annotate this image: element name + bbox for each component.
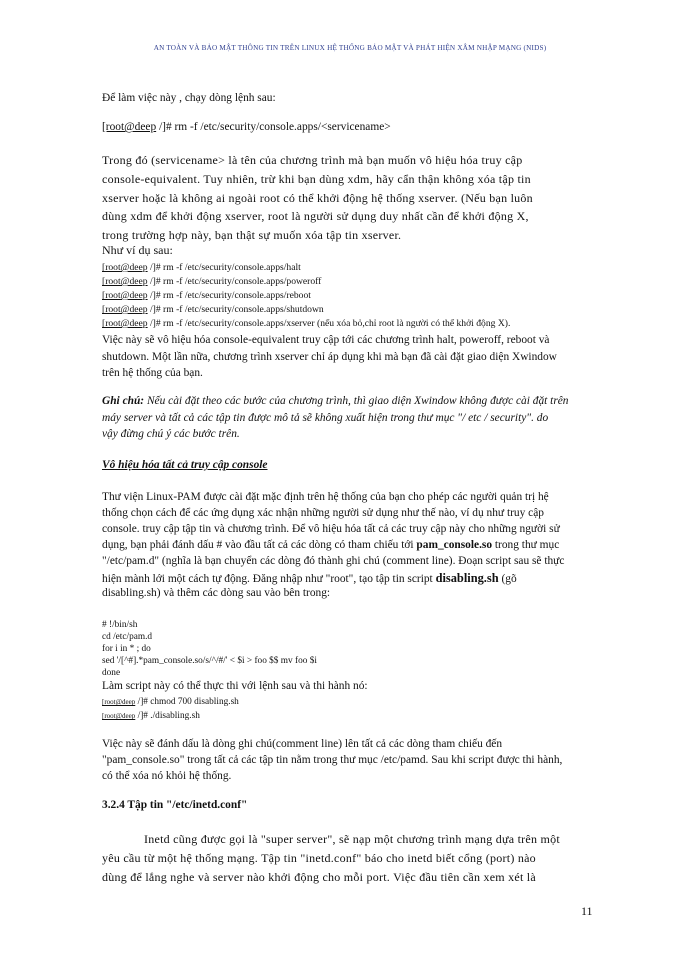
command-line — [102, 121, 391, 133]
text-span: dụng, bạn phải đánh dấu # vào đầu tất cả các dòng có tham chiếu tới — [102, 539, 417, 551]
command-text: /]# chmod 700 disabling.sh — [135, 697, 239, 707]
text-line: console-equivalent. Tuy nhiên, trừ khi bạn dùng xdm, hãy cẩn thận không xóa tập tin — [102, 172, 531, 186]
command-prompt: [root@deep — [102, 698, 136, 706]
text-line: yêu cầu từ một hệ thống mạng. Tập tin "inetd.conf" báo cho inetd biết cổng (port) nào — [102, 851, 536, 865]
text-line: Việc này sẽ đánh dấu là dòng ghi chú(comment line) lên tất cả các dòng tham chiếu đến — [102, 738, 503, 750]
command-line — [102, 697, 239, 707]
note-label: Ghi chú: — [102, 395, 145, 407]
code-line: cd /etc/pam.d — [102, 632, 153, 642]
command-text: /]# ./disabling.sh — [135, 711, 200, 721]
command-line — [102, 711, 200, 721]
note-text: Nếu cài đặt theo các bước của chương trình, thì giao diện Xwindow không được cài đặt trên — [144, 395, 569, 407]
text-line: xserver hoặc là không ai ngoài root có thể khởi động hệ thống xserver. (Nếu bạn luôn — [102, 191, 533, 205]
text-line: trên hệ thống của bạn. — [102, 367, 203, 379]
command-prompt: [root@deep — [102, 121, 157, 133]
command-prompt: [root@deep — [102, 304, 148, 315]
code-line: sed '/[^#].*pam_console.so/s/^/#/' < $i > foo $$ mv foo $i — [102, 656, 317, 666]
command-text: /]# rm -f /etc/security/console.apps/reboot — [147, 290, 311, 301]
text-span: (gõ — [498, 573, 517, 585]
pam-console-term: pam_console.so — [416, 539, 493, 551]
text-line: dùng xdm để khởi động xserver, root là người sử dụng duy nhất cần để khởi động X, — [102, 209, 529, 223]
command-prompt: [root@deep — [102, 318, 148, 329]
text-line: trong trường hợp này, bạn thật sự muốn xóa tập tin xserver. — [102, 228, 402, 242]
text-line — [102, 539, 559, 551]
example-line — [102, 318, 510, 329]
command-prompt: [root@deep — [102, 290, 148, 301]
text-line: Thư viện Linux-PAM được cài đặt mặc định trên hệ thống của bạn cho phép các người quản trị hệ — [102, 491, 549, 503]
text-line: Trong đó (servicename> là tên của chương trình mà bạn muốn vô hiệu hóa truy cập — [102, 153, 523, 167]
text-line: thống chọn cách để các ứng dụng xác nhận những người sử dụng như thế nào, ví dụ như truy cập — [102, 507, 544, 519]
text-span: trong thư mục — [492, 539, 560, 551]
command-prompt: [root@deep — [102, 712, 136, 720]
text-line: Như ví dụ sau: — [102, 243, 173, 257]
note-line: vậy đừng chú ý các bước trên. — [102, 428, 240, 440]
text-line: "pam_console.so" trong tất cả các tập tin nằm trong thư mục /etc/pamd. Sau khi script được thi hành, — [102, 754, 563, 766]
text-line: shutdown. Một lần nữa, chương trình xserver chỉ áp dụng khi mà bạn đã cài đặt giao diện Xwindow — [102, 351, 557, 363]
note-line: máy server và tất cả các tập tin được mô tả sẽ không xuất hiện trong thư mục "/ etc / security". do — [102, 412, 549, 424]
text-line: có thể xóa nó khỏi hệ thống. — [102, 770, 232, 782]
text-line: Inetd cũng được gọi là "super server", sẽ nạp một chương trình mạng dựa trên một — [144, 832, 560, 846]
text-line — [102, 571, 517, 586]
code-line: # !/bin/sh — [102, 620, 138, 630]
command-prompt: [root@deep — [102, 276, 148, 287]
example-line — [102, 276, 321, 287]
text-line: console. truy cập tập tin và chương trình. Để vô hiệu hóa tất cả các truy cập này cho những người sử — [102, 523, 560, 535]
text-line: dùng để lắng nghe và server nào khởi động cho mỗi port. Việc đầu tiên cần xem xét là — [102, 870, 536, 884]
example-line — [102, 304, 324, 315]
example-line — [102, 290, 311, 301]
note-line — [102, 395, 569, 407]
command-text: /]# rm -f /etc/security/console.apps/halt — [147, 262, 301, 273]
command-prompt: [root@deep — [102, 262, 148, 273]
code-line: for i in * ; do — [102, 644, 151, 654]
example-line — [102, 262, 301, 273]
text-line: disabling.sh) và thêm các dòng sau vào bên trong: — [102, 587, 331, 599]
command-text: /]# rm -f /etc/security/console.apps/xserver (nếu xóa bỏ,chỉ root là người có thể khởi động X). — [147, 318, 511, 329]
text-line: Việc này sẽ vô hiệu hóa console-equivalent truy cập tới các chương trình halt, poweroff, reboot và — [102, 334, 550, 346]
page-number: 11 — [581, 904, 593, 918]
command-text: /]# rm -f /etc/security/console.apps/<servicename> — [156, 121, 391, 133]
paragraph-intro: Để làm việc này , chạy dòng lệnh sau: — [102, 92, 276, 104]
page-header: AN TOÀN VÀ BẢO MẬT THÔNG TIN TRÊN LINUX HỆ THỐNG BẢO MẬT VÀ PHÁT HIỆN XÂM NHẬP MẠNG (NIDS) — [153, 44, 547, 52]
command-text: /]# rm -f /etc/security/console.apps/poweroff — [147, 276, 322, 287]
text-span: hiện mành lới một cách tự động. Đăng nhập như "root", tạo tập tin script — [102, 573, 436, 585]
script-filename: disabling.sh — [435, 571, 499, 585]
section-heading: Vô hiệu hóa tất cả truy cập console — [102, 459, 268, 471]
text-line: Làm script này có thể thực thi với lệnh sau và thi hành nó: — [102, 680, 368, 692]
text-line: "/etc/pam.d" (nghĩa là bạn chuyển các dòng đó thành ghi chú (comment line). Đoạn script sau sẽ thực — [102, 555, 565, 567]
code-line: done — [102, 668, 121, 678]
command-text: /]# rm -f /etc/security/console.apps/shutdown — [147, 304, 324, 315]
section-heading-inetd: 3.2.4 Tập tin "/etc/inetd.conf" — [102, 799, 248, 811]
